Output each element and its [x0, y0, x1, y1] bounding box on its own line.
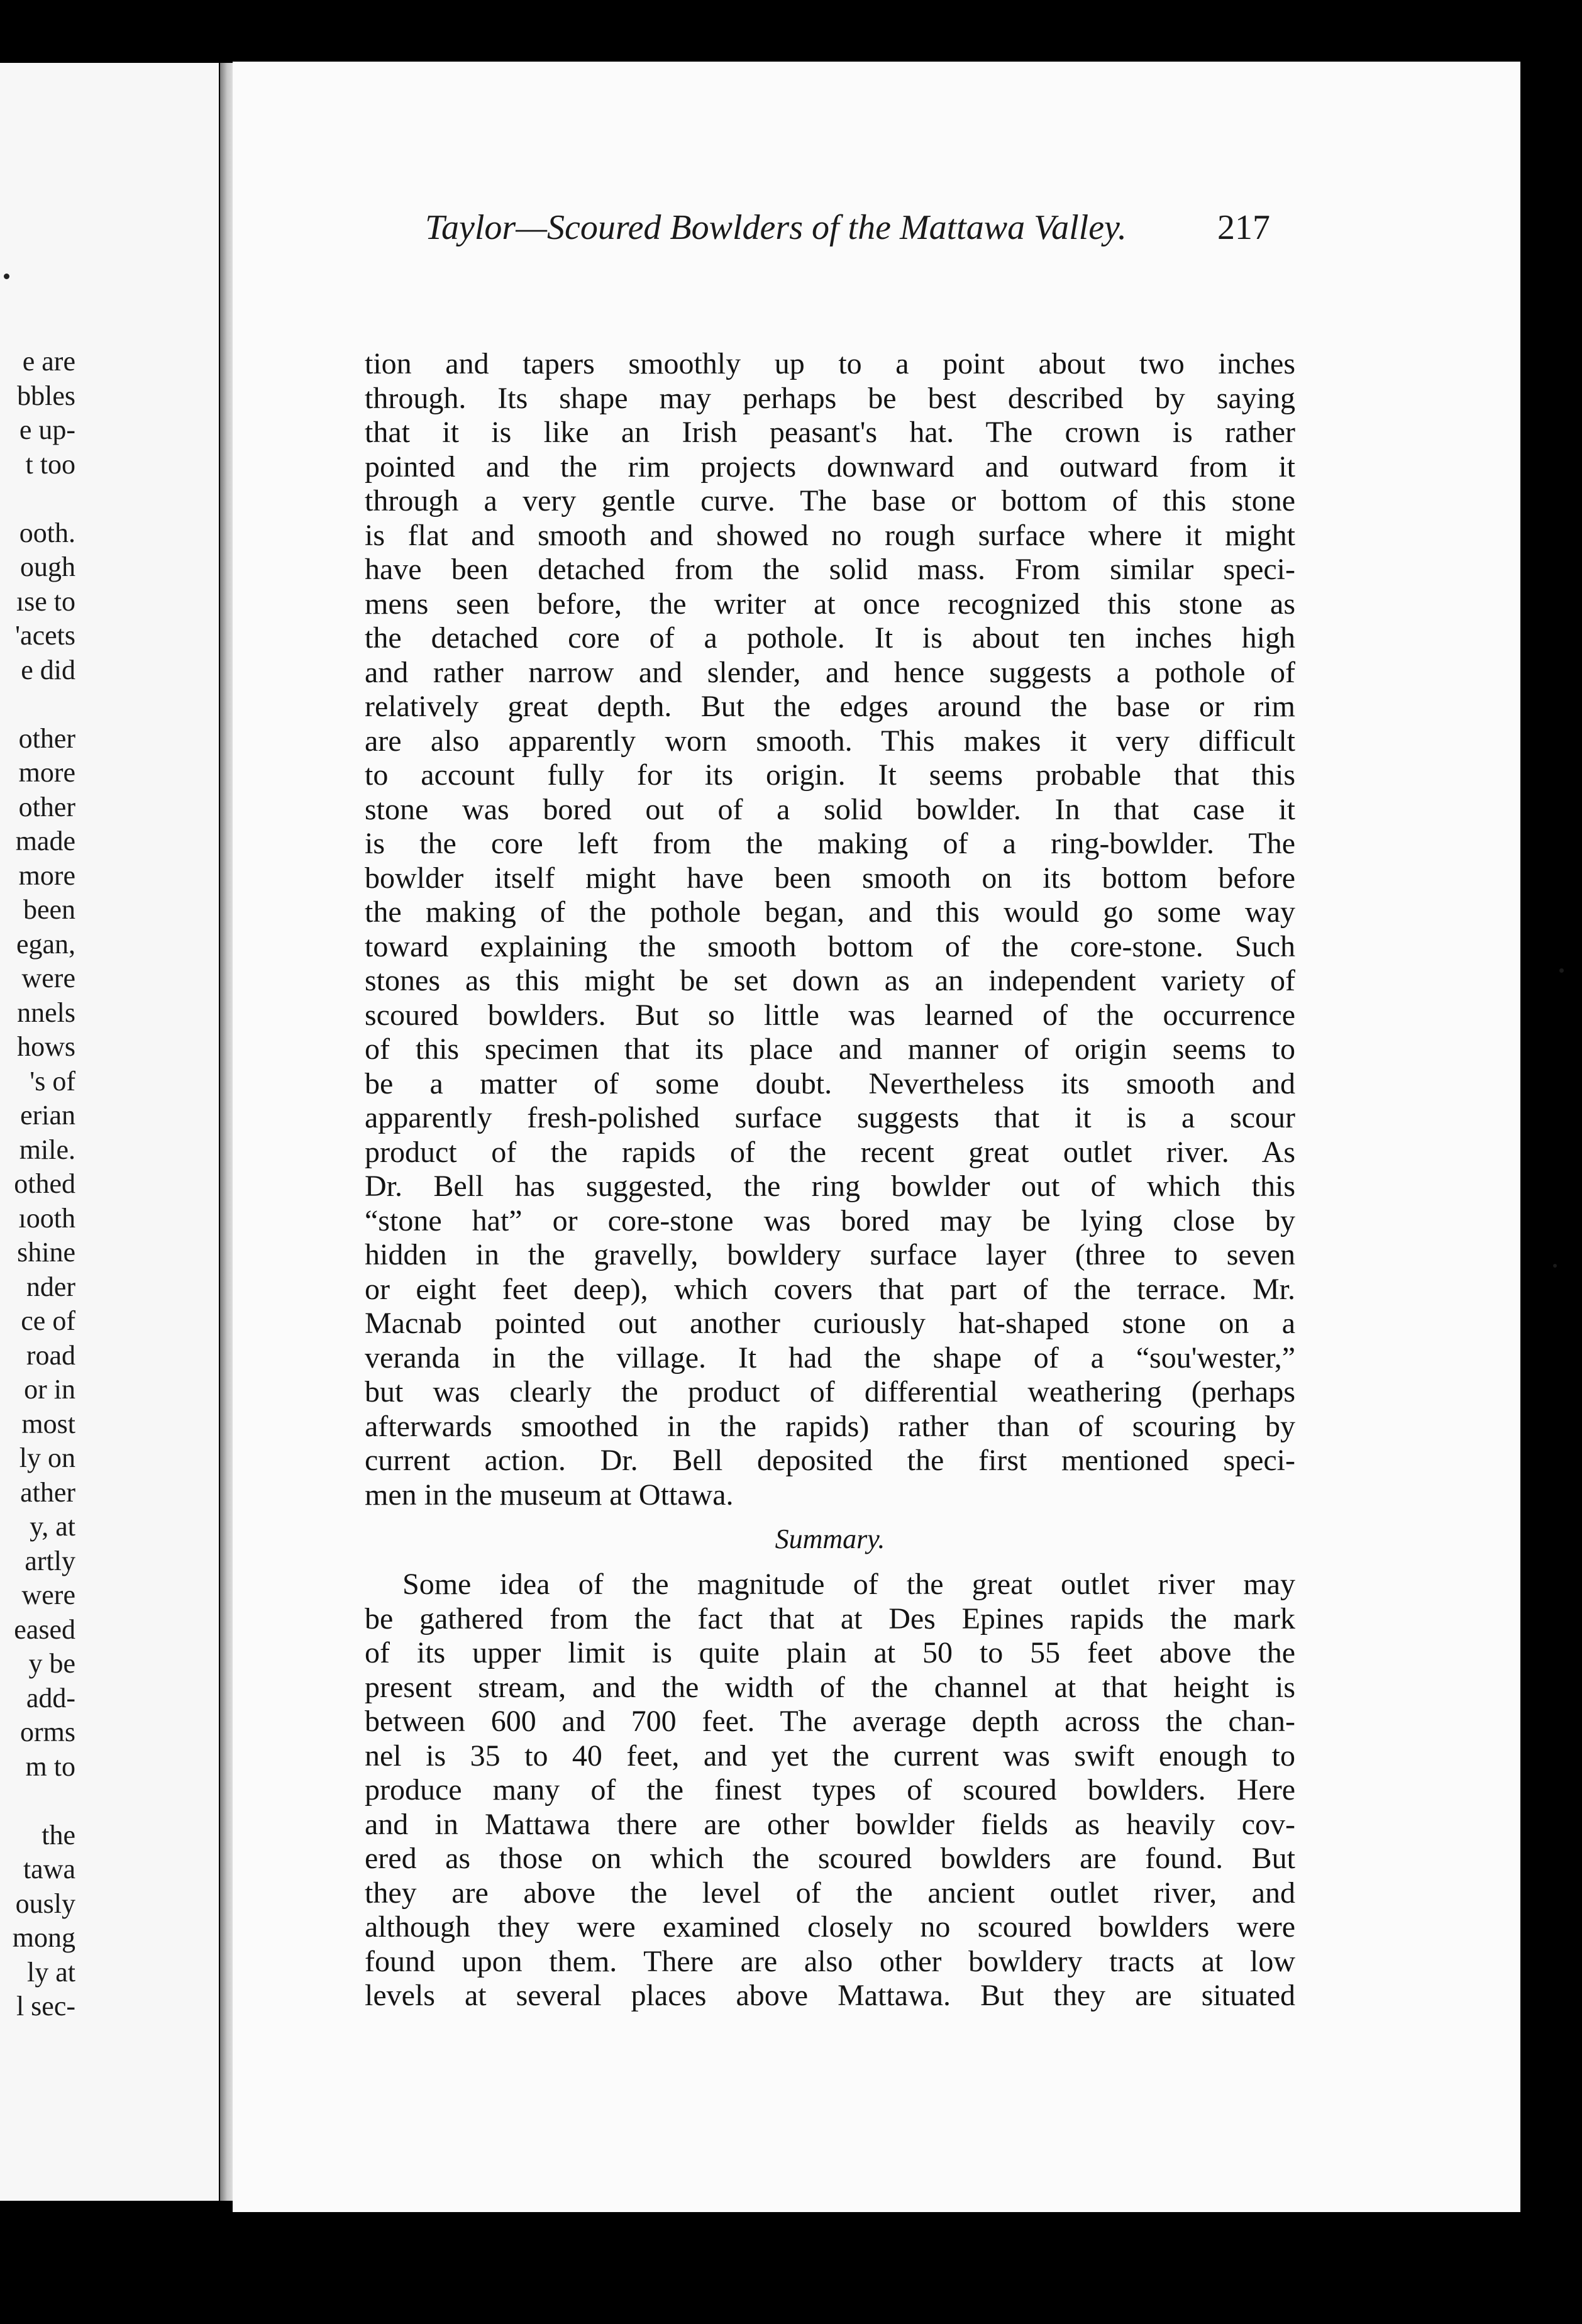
- fragment-line: ather: [20, 1476, 75, 1508]
- text-line: hidden in the gravelly, bowldery surface layer (three to seven: [365, 1238, 1295, 1271]
- text-line: men in the museum at Ottawa.: [365, 1478, 734, 1512]
- fragment-line: ıooth: [18, 1202, 75, 1234]
- text-line: that it is like an Irish peasant's hat. The crown is rather: [365, 416, 1295, 449]
- fragment-line: ly on: [19, 1442, 75, 1473]
- paragraph: [365, 347, 1295, 1512]
- text-line: although they were examined closely no scoured bowlders were: [365, 1910, 1295, 1944]
- text-line: tion and tapers smoothly up to a point about two inches: [365, 347, 1295, 380]
- fragment-line: were: [21, 963, 75, 993]
- text-line: through. Its shape may perhaps be best described by saying: [365, 381, 1295, 415]
- fragment-line: made: [15, 826, 75, 856]
- text-line: of this specimen that its place and manner of origin seems to: [365, 1032, 1295, 1066]
- text-line: they are above the level of the ancient outlet river, and: [365, 1876, 1295, 1910]
- text-line: bowlder itself might have been smooth on its bottom before: [365, 861, 1295, 895]
- ink-speck: [1553, 1264, 1557, 1268]
- page-number: 217: [1217, 208, 1270, 247]
- fragment-line: bbles: [17, 380, 75, 411]
- text-line: and rather narrow and slender, and hence suggests a pothole of: [365, 655, 1295, 689]
- text-line: Dr. Bell has suggested, the ring bowlder out of which this: [365, 1170, 1295, 1203]
- text-line: apparently fresh-polished surface suggests that it is a scour: [365, 1101, 1295, 1134]
- text-line: stone was bored out of a solid bowlder. In that case it: [365, 792, 1295, 826]
- text-line: produce many of the finest types of scoured bowlders. Here: [365, 1773, 1295, 1807]
- text-line: and in Mattawa there are other bowlder fields as heavily cov-: [365, 1807, 1295, 1841]
- text-line: be gathered from the fact that at Des Epines rapids the mark: [365, 1602, 1295, 1635]
- text-line: pointed and the rim projects downward and outward from it: [365, 450, 1295, 484]
- paragraph: [365, 1568, 1295, 2013]
- text-line: current action. Dr. Bell deposited the first mentioned speci-: [365, 1444, 1295, 1477]
- fragment-line: road: [26, 1339, 75, 1371]
- text-line: mens seen before, the writer at once recognized this stone as: [365, 587, 1295, 621]
- fragment-line: egan,: [16, 928, 75, 960]
- text-line: to account fully for its origin. It seems probable that this: [365, 758, 1295, 792]
- text-line: between 600 and 700 feet. The average depth across the chan-: [365, 1705, 1295, 1738]
- text-line: Some idea of the magnitude of the great outlet river may: [402, 1568, 1295, 1601]
- fragment-line: ıse to: [16, 585, 75, 617]
- text-line: the detached core of a pothole. It is about ten inches high: [365, 621, 1295, 655]
- text-line: be a matter of some doubt. Nevertheless its smooth and: [365, 1066, 1295, 1100]
- fragment-line: e are: [22, 346, 75, 377]
- text-line: nel is 35 to 40 feet, and yet the current was swift enough to: [365, 1739, 1295, 1773]
- fragment-line: ough: [20, 551, 75, 582]
- text-line: product of the rapids of the recent great outlet river. As: [365, 1135, 1295, 1169]
- fragment-line: orms: [20, 1717, 75, 1747]
- text-line: scoured bowlders. But so little was learned of the occurrence: [365, 998, 1295, 1032]
- fragment-line: other: [18, 791, 75, 822]
- fragment-line: add-: [26, 1682, 75, 1713]
- text-line: present stream, and the width of the channel at that height is: [365, 1670, 1295, 1704]
- section-heading: Summary.: [775, 1524, 885, 1554]
- fragment-line: m to: [25, 1751, 75, 1782]
- text-line: Macnab pointed out another curiously hat-shaped stone on a: [365, 1307, 1295, 1340]
- fragment-line: l sec-: [16, 1991, 75, 2022]
- fragment-line: ously: [15, 1888, 75, 1919]
- text-line: but was clearly the product of differential weathering (perhaps: [365, 1375, 1295, 1408]
- fragment-line: artly: [25, 1545, 75, 1576]
- text-line: are also apparently worn smooth. This makes it very difficult: [365, 724, 1295, 758]
- text-line: have been detached from the solid mass. From similar speci-: [365, 553, 1295, 586]
- fragment-line: other: [18, 722, 75, 754]
- fragment-line: ce of: [21, 1305, 75, 1336]
- fragment-line: [0, 1784, 219, 1818]
- fragment-line: e up-: [19, 414, 75, 445]
- fragment-line: othed: [14, 1168, 75, 1199]
- facing-page-text-fragments: [0, 345, 219, 2024]
- text-line: veranda in the village. It had the shape of a “sou'wester,”: [365, 1341, 1295, 1375]
- ink-dot: [4, 274, 9, 279]
- text-line: the making of the pothole began, and this would go some way: [365, 895, 1295, 929]
- fragment-line: more: [18, 757, 75, 788]
- text-line: is flat and smooth and showed no rough surface where it might: [365, 518, 1295, 552]
- text-line: of its upper limit is quite plain at 50 to 55 feet above the: [365, 1636, 1295, 1669]
- text-line: or eight feet deep), which covers that part of the terrace. Mr.: [365, 1272, 1295, 1306]
- fragment-line: [0, 687, 219, 722]
- fragment-line: were: [21, 1580, 75, 1610]
- fragment-line: nnels: [17, 997, 75, 1028]
- fragment-line: nder: [26, 1271, 75, 1302]
- text-line: is the core left from the making of a ring-bowlder. The: [365, 827, 1295, 860]
- text-line: levels at several places above Mattawa. But they are situated: [365, 1979, 1295, 2012]
- running-head: Taylor—Scoured Bowlders of the Mattawa Valley.: [425, 208, 1127, 247]
- text-line: found upon them. There are also other bowldery tracts at low: [365, 1944, 1295, 1978]
- fragment-line: hows: [17, 1031, 75, 1062]
- text-line: stones as this might be set down as an independent variety of: [365, 964, 1295, 997]
- fragment-line: shine: [17, 1237, 75, 1268]
- facing-page-fragment: [0, 63, 219, 2201]
- fragment-line: y be: [28, 1648, 75, 1679]
- fragment-line: 's of: [30, 1065, 75, 1097]
- fragment-line: mong: [12, 1922, 75, 1953]
- text-line: through a very gentle curve. The base or bottom of this stone: [365, 484, 1295, 517]
- fragment-line: the: [41, 1819, 75, 1851]
- fragment-line: tawa: [23, 1854, 75, 1884]
- text-line: “stone hat” or core-stone was bored may be lying close by: [365, 1204, 1295, 1237]
- text-line: afterwards smoothed in the rapids) rather than of scouring by: [365, 1409, 1295, 1443]
- fragment-line: mile.: [19, 1134, 75, 1165]
- fragment-line: erian: [20, 1100, 75, 1131]
- text-line: ered as those on which the scoured bowlders are found. But: [365, 1842, 1295, 1875]
- fragment-line: t too: [25, 448, 75, 480]
- text-line: relatively great depth. But the edges around the base or rim: [365, 690, 1295, 723]
- text-line: toward explaining the smooth bottom of the core-stone. Such: [365, 929, 1295, 963]
- fragment-line: or in: [24, 1374, 75, 1405]
- fragment-line: [0, 482, 219, 516]
- fragment-line: ly at: [27, 1956, 75, 1988]
- fragment-line: eased: [14, 1613, 75, 1645]
- fragment-line: e did: [21, 654, 75, 685]
- ink-speck: [1559, 968, 1564, 973]
- fragment-line: more: [18, 860, 75, 891]
- body-text: [365, 347, 1295, 2013]
- fragment-line: most: [21, 1408, 75, 1439]
- fragment-line: been: [23, 894, 75, 925]
- fragment-line: 'acets: [15, 620, 75, 651]
- fragment-line: ooth.: [19, 517, 75, 548]
- fragment-line: y, at: [30, 1511, 75, 1542]
